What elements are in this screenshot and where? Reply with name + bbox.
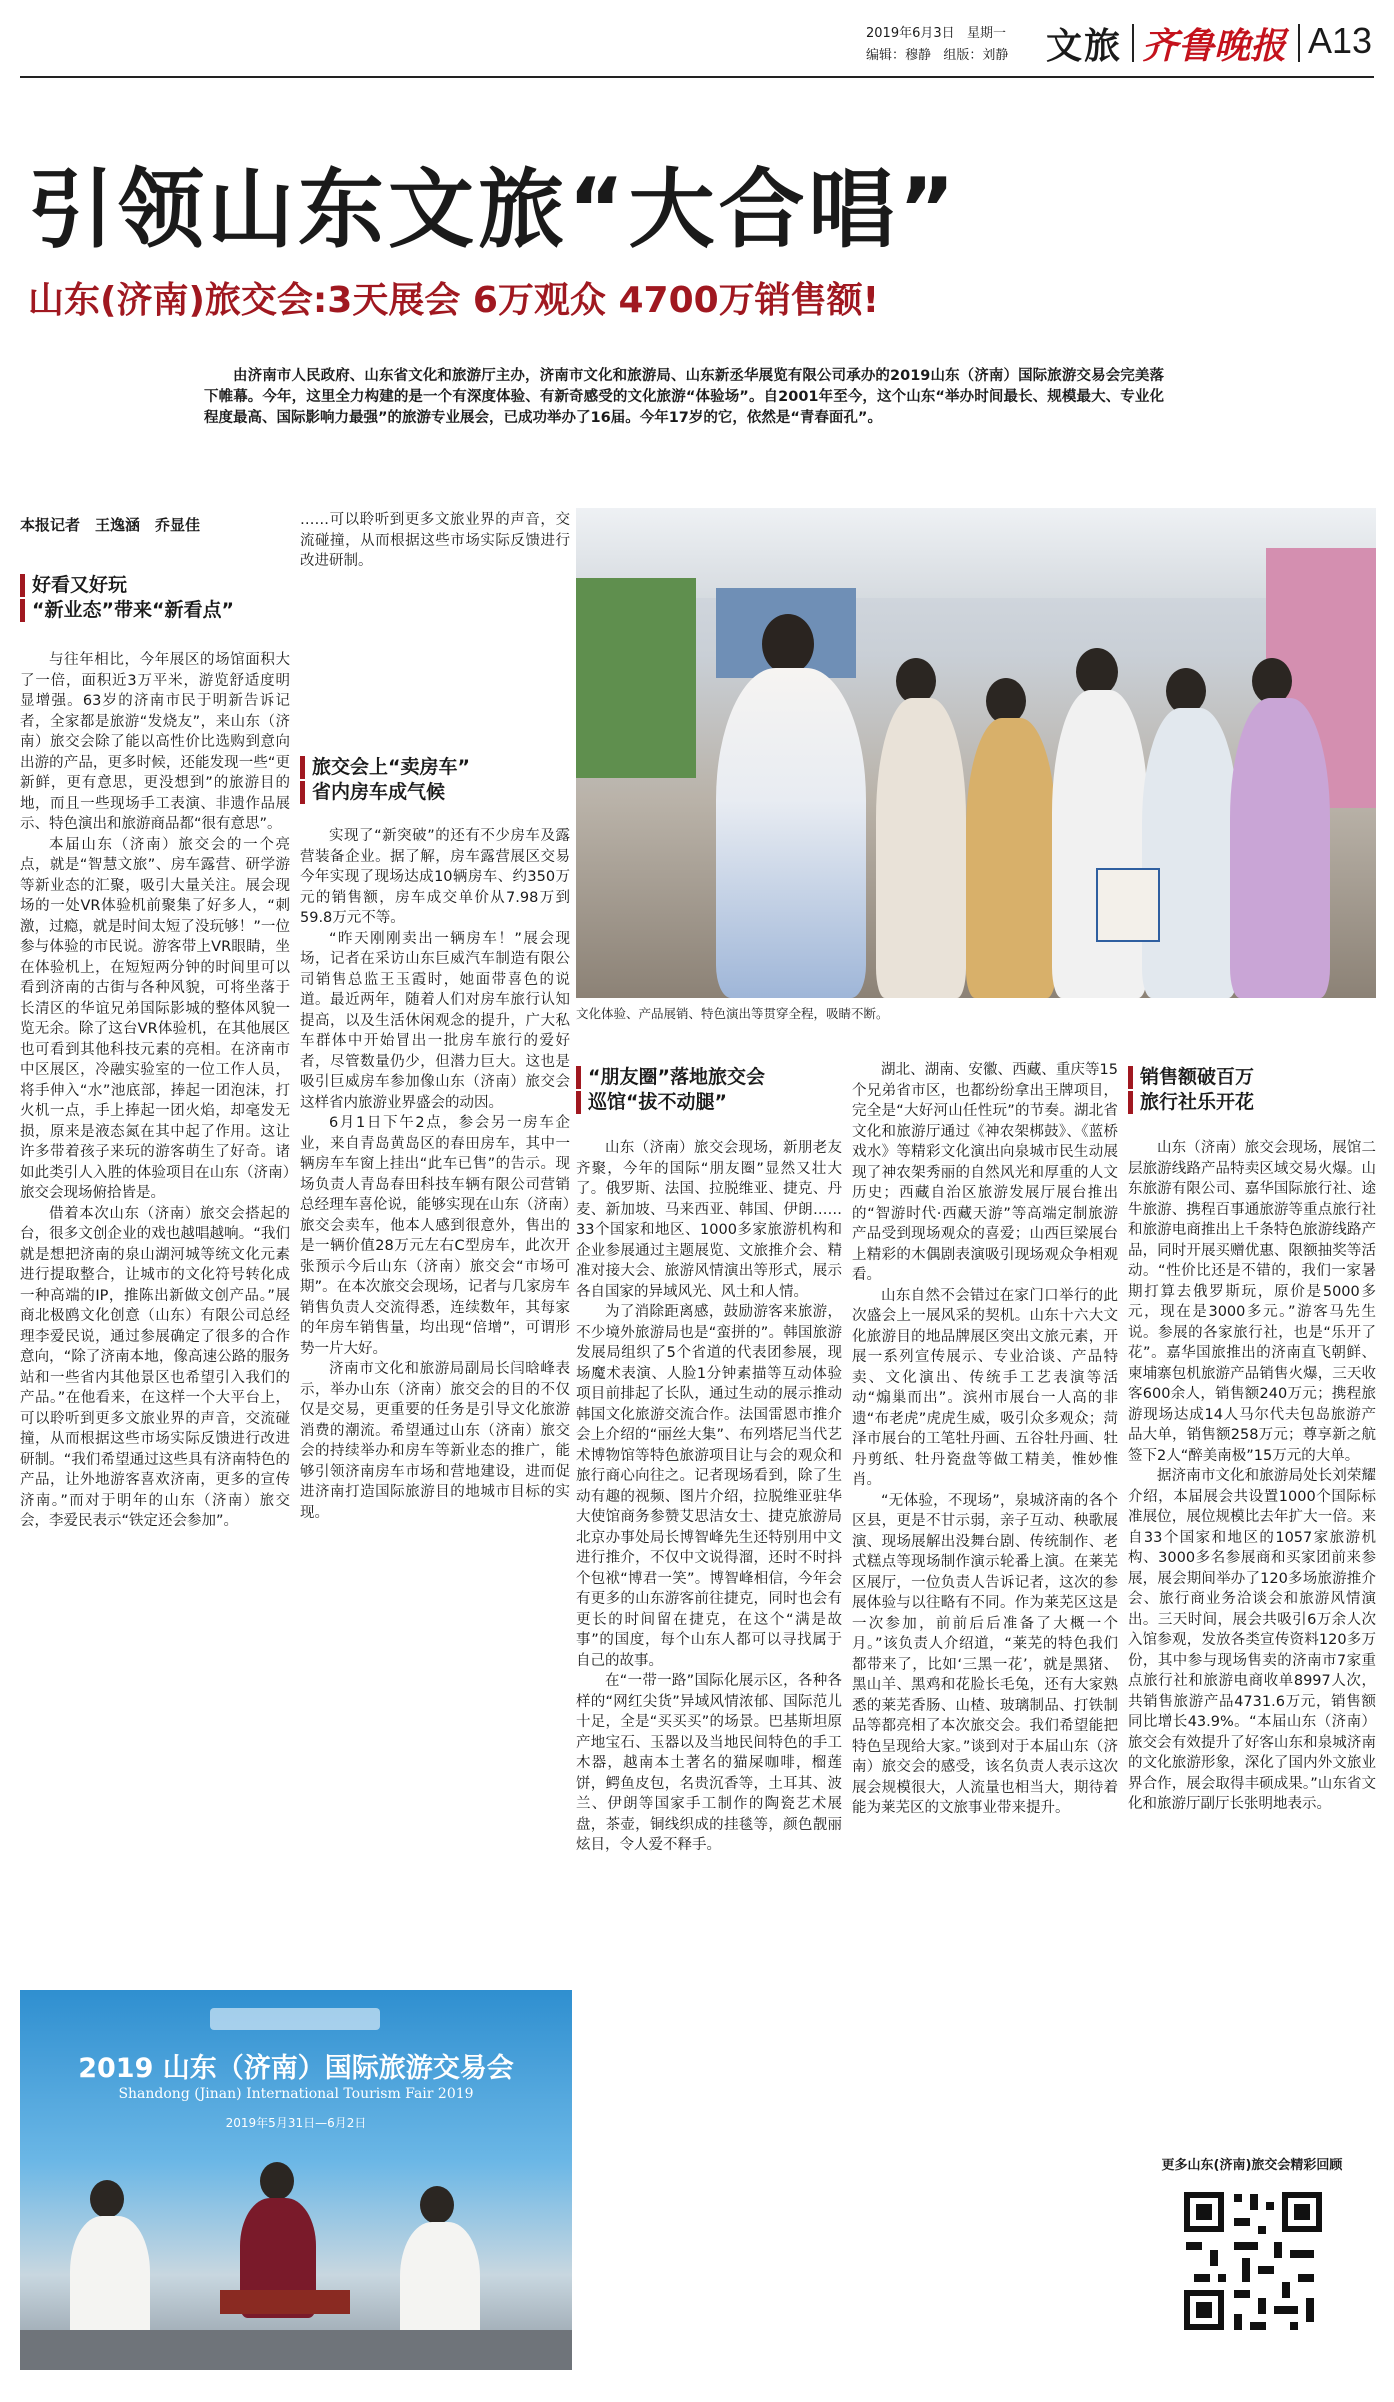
masthead — [0, 0, 1394, 80]
layout-text: 组版：刘静 — [943, 48, 1009, 63]
stage-floor — [20, 2330, 572, 2370]
byline: 本报记者 王逸涵 乔显佳 — [20, 516, 201, 534]
section3-title-b: 巡馆“拔不动腿” — [576, 1091, 836, 1114]
stage-banner-title: 2019 山东（济南）国际旅游交易会 — [78, 2053, 514, 2084]
subheadline: 山东(济南)旅交会:3天展会 6万观众 4700万销售额! — [28, 280, 880, 321]
section2-title-b: 省内房车成气候 — [300, 781, 570, 804]
date-text: 2019年6月3日 — [866, 26, 955, 41]
divider-2 — [1298, 24, 1300, 62]
section3-paragraph: 山东自然不会错过在家门口举行的此次盛会上一展风采的契机。山东十六大文化旅游目的地品牌展区突出文旅元素，开展一系列宣传展示、专业洽谈、产品特卖、文化演出、传统手工艺表演等活动“煽巢而出”。滨州市展台一人高的非遗“布老虎”虎虎生威，吸引众多观众；菏泽市展台的工笔牡丹画、五谷牡丹画、牡丹剪纸、牡丹瓷盘等做工精美，惟妙惟肖。 — [852, 1287, 1118, 1488]
main-photo — [576, 508, 1376, 998]
section4-paragraph: 山东（济南）旅交会现场，展馆二层旅游线路产品特卖区域交易火爆。山东旅游有限公司、嘉华国际旅行社、途牛旅游、携程百事通旅游等重点旅行社和旅游电商推出上千条特色旅游线路产品，同时开展买赠优惠、限额抽奖等活动。“性价比还是不错的，我们一家暑期打算去俄罗斯玩，原价是5000多元，现在是3000多元。”游客马先生说。参展的各家旅行社，也是“乐开了花”。嘉华国旅推出的济南直飞朝鲜、柬埔寨包机旅游产品销售火爆，三天收客600余人，销售额240万元；携程旅游现场达成14人马尔代夫包岛旅游产品大单，销售额258万元；尊享新之航签下2人“醉美南极”15万元的大单。 — [1128, 1140, 1376, 1464]
performer-head — [762, 614, 814, 674]
stand-green — [576, 578, 696, 778]
section1-paragraph: 与往年相比，今年展区的场馆面积大了一倍，面积近3万平米，游览舒适度明显增强。63岁的济南市民于明新告诉记者，全家都是旅游“发烧友”，来山东（济南）旅交会除了能以高性价比选购到意向出游的产品，更多时候，还能发现一些“更新鲜，更有意思，更没想到”的旅游目的地，而且一些现场手工表演、非遗作品展示、特色演出和旅游商品都“很有意思”。 — [20, 652, 290, 832]
section4-paragraph: 据济南市文化和旅游局处长刘荣耀介绍，本届展会共设置1000个国际标准展位，展位规模比去年扩大一倍。来自33个国家和地区的1057家旅游机构、3000多名参展商和买家团前来参展，展会期间举办了120多场旅游推介会、旅行商业务洽谈会和旅游风情演出。三天时间，展会共吸引6万余人次入馆参观，发放各类宣传资料120多万份，其中参与现场售卖的济南市7家重点旅行社和旅游电商收单8997人次，共销售旅游产品4731.6万元，销售额同比增长43.9%。“本届山东（济南）旅交会有效提升了好客山东和泉城济南的文化旅游形象，深化了国内外文旅业界合作，展会取得丰硕成果。”山东省文化和旅游厅副厅长张明地表示。 — [1128, 1468, 1376, 1812]
section4-title-a: 销售额破百万 — [1128, 1066, 1376, 1089]
section3-paragraph: 湖北、湖南、安徽、西藏、重庆等15个兄弟省市区，也都纷纷拿出王牌项目，完全是“大好河山任性玩”的节奏。湖北省文化和旅游厅通过《神农架梆鼓》、《蓝桥戏水》等精彩文化演出向泉城市民生动展现了神农架秀丽的自然风光和厚重的人文历史；西藏自治区旅游发展厅展台推出的“智游时代·西藏天游”等高端定制旅游产品受到现场观众的喜爱；山西巨梁展台上精彩的木偶剧表演吸引现场观众争相观看。 — [852, 1062, 1118, 1283]
crowd-person — [966, 718, 1056, 998]
section2-heading — [300, 756, 570, 804]
section2-paragraph: “昨天刚刚卖出一辆房车！”展会现场，记者在采访山东巨威汽车制造有限公司销售总监王玉霞时，她面带喜色的说道。最近两年，随着人们对房车旅行认知提高，以及生活休闲观念的提升，广大私车群体中开始冒出一批房车旅行的爱好者，尽管数量仍少，但潜力巨大。这也是吸引巨威房车参加像山东（济南）旅交会这样省内旅游业界盛会的动因。 — [300, 930, 570, 1111]
stage-banner-en: Shandong (Jinan) International Tourism Fair 2019 — [118, 2086, 474, 2102]
section1-closing: ……可以聆听到更多文旅业界的声音，交流碰撞，从而根据这些市场实际反馈进行改进研制。 — [300, 512, 570, 569]
section2-paragraph: 6月1日下午2点，参会另一房车企业，来自青岛黄岛区的春田房车，其中一辆房车车窗上挂出“此车已售”的告示。现场负责人青岛春田科技车辆有限公司营销总经理车喜伦说，能够实现在山东（济南）旅交会卖车，他本人感到很意外，售出的是一辆价值28万元左右C型房车，此次开张预示今后山东（济南）旅交会“市场可期”。在本次旅交会现场，记者与几家房车销售负责人交流得悉，连续数年，其每家的年房车销售量，均出现“倍增”，可谓形势一片大好。 — [300, 1115, 570, 1357]
hall-ceiling — [576, 508, 1376, 598]
instrument-table — [220, 2290, 350, 2314]
paper-logo: 齐鲁晚报 — [1142, 25, 1287, 67]
qr-code[interactable] — [1178, 2186, 1328, 2336]
section1-body-col1 — [20, 650, 290, 1960]
stage-photo — [20, 1990, 572, 2370]
section1-paragraph: 本届山东（济南）旅交会的一个亮点，就是“智慧文旅”、房车露营、研学游等新业态的汇聚，吸引大量关注。展会现场的一处VR体验机前聚集了好多人，“刺激，过瘾，就是时间太短了没玩够！”一位参与体验的市民说。游客带上VR眼睛，坐在体验机上，在短短两分钟的时间里可以看到济南的古街与各种风貌，可将坐落于长清区的华谊兄弟国际影城的整体风貌一览无余。除了这台VR体验机，在其他展区也可看到其他科技元素的亮相。在济南市中区展区，冷融实验室的一位工作人员，将手伸入“水”池底部，捧起一团泡沫，打火机一点，手上捧起一团火焰，却毫发无损，原来是液态氮在其中起了作用。这让许多带着孩子来玩的游客萌生了好奇。诸如此类引人入胜的体验项目在山东（济南）旅交会现场俯拾皆是。 — [20, 836, 290, 1201]
section2-paragraph: 实现了“新突破”的还有不少房车及露营装备企业。据了解，房车露营展区交易今年实现了现场达成10辆房车、约350万元的销售额，房车成交单价从7.98万到59.8万元不等。 — [300, 828, 570, 926]
section4-heading — [1128, 1066, 1376, 1114]
crowd-person — [1052, 690, 1148, 998]
weekday-text: 星期一 — [967, 26, 1007, 41]
main-photo-caption: 文化体验、产品展销、特色演出等贯穿全程，吸睛不断。 — [576, 1006, 889, 1021]
section2-body — [300, 826, 570, 1966]
headline: 引领山东文旅“大合唱” — [28, 160, 960, 260]
section1-kicker: 好看又好玩 — [20, 574, 290, 597]
section3-paragraph: 在“一带一路”国际化展示区，各种各样的“网红尖货”异域风情浓郁、国际范儿十足，全是“买买买”的场景。巴基斯坦原产地宝石、玉器以及当地民间特色的手工木器，越南本土著名的猫屎咖啡，榴莲饼，鳄鱼皮包，名贵沉香等，土耳其、波兰、伊朗等国家手工制作的陶瓷艺术展盘，茶壶，铜线织成的挂毯等，颜色靓丽炫目，令人爱不释手。 — [576, 1673, 842, 1853]
editor-line — [866, 44, 1066, 63]
performer-dress — [716, 668, 866, 998]
shopping-bag — [1096, 868, 1160, 942]
section2-paragraph: 济南市文化和旅游局副局长闫晗峰表示，举办山东（济南）旅交会的目的不仅仅是交易，更重要的任务是引导文化旅游消费的潮流。希望通过山东（济南）旅交会的持续举办和房车等新业态的推广，能够引领济南房车市场和营地建设，进而促进济南打造国际旅游目的地城市目标的实现。 — [300, 1361, 570, 1521]
qr-code-image — [1178, 2186, 1328, 2336]
section3-paragraph: 山东（济南）旅交会现场，新朋老友齐聚，今年的国际“朋友圈”显然又壮大了。俄罗斯、法国、拉脱维亚、捷克、丹麦、新加坡、马来西亚、韩国、伊朗……33个国家和地区、1000多家旅游机构和企业参展通过主题展览、文旅推介会、精准对接大会、旅游风情演出等形式，展示各自国家的异域风光、风土和人情。 — [576, 1140, 842, 1300]
section-name: 文旅 — [1046, 26, 1123, 67]
section3-body-col4 — [852, 1060, 1118, 2374]
crowd-head — [1076, 648, 1118, 696]
editor-text: 编辑：穆静 — [866, 48, 932, 63]
section1-continued — [300, 510, 570, 730]
divider-1 — [1132, 24, 1134, 62]
fair-logo — [210, 2008, 380, 2030]
crowd-person — [1142, 708, 1238, 998]
section3-paragraph: 为了消除距离感，鼓励游客来旅游，不少境外旅游局也是“蛮拼的”。韩国旅游发展局组织了5个省道的代表团参展，现场魔术表演、人脸1分钟素描等互动体验项目前排起了长队，通过生动的展示推动韩国文化旅游交流合作。法国雷恩市推介会上介绍的“丽丝大集”、布列塔尼当代艺术博物馆等特色旅游项目让与会的观众和旅行商心向往之。记者现场看到，除了生动有趣的视频、图片介绍，拉脱维亚驻华大使馆商务参赞艾思洁女士、捷克旅游局北京办事处局长博智峰先生还特别用中文进行推介，不仅中文说得溜，还时不时抖个包袱“博君一笑”。博智峰相信，今年会有更多的山东游客前往捷克，同时也会有更长的时间留在捷克，在这个“满是故事”的国度，每个山东人都可以寻找属于自己的故事。 — [576, 1304, 842, 1669]
section3-body-col3 — [576, 1138, 842, 2374]
crowd-person — [876, 698, 966, 998]
section3-heading — [576, 1066, 836, 1114]
section3-title-a: “朋友圈”落地旅交会 — [576, 1066, 836, 1089]
section1-title: “新业态”带来“新看点” — [20, 599, 290, 622]
lead-paragraph — [204, 366, 1164, 429]
section1-paragraph: 借着本次山东（济南）旅交会搭起的台，很多文创企业的戏也越唱越响。“我们就是想把济南的泉山湖河城等统文化元素进行提取整合，让城市的文化符号转化成一种高端的IP，推陈出新做文创产品。”展商北极鸥文化创意（山东）有限公司总经理李爱民说，通过参展确定了很多的合作意向，“除了济南本地，像高速公路的服务站和一些省内其他景区也希望引入我们的产品。”在他看来，在这样一个大平台上，可以聆听到更多文旅业界的声音，交流碰撞，从而根据这些市场实际反馈进行改进研制。“我们希望通过这些具有济南特色的产品，让外地游客喜欢济南，更多的宣传济南。”而对于明年的山东（济南）旅交会，李爱民表示“铁定还会参加”。 — [20, 1205, 290, 1529]
crowd-person — [1230, 698, 1330, 998]
section4-title-b: 旅行社乐开花 — [1128, 1091, 1376, 1114]
page-number: A13 — [1308, 20, 1373, 61]
section4-body — [1128, 1138, 1376, 2144]
qr-label: 更多山东(济南)旅交会精彩回顾 — [1161, 2158, 1343, 2173]
stage-banner-date: 2019年5月31日—6月2日 — [225, 2116, 367, 2130]
section2-title-a: 旅交会上“卖房车” — [300, 756, 570, 779]
musician-head — [90, 2180, 124, 2218]
section3-paragraph: “无体验，不现场”，泉城济南的各个区县，更是不甘示弱，亲子互动、秧歌展演、现场展解出没舞台剧、传统制作、老式糕点等现场制作演示轮番上演。在莱芜区展厅，一位负责人告诉记者，这次的参展体验与以往略有不同。作为莱芜区这是一次参加，前前后后准备了大概一个月。”该负责人介绍道，“莱芜的特色我们都带来了，比如‘三黑一花’，就是黑猪、黑山羊、黑鸡和花脸长毛兔，还有大家熟悉的莱芜香肠、山楂、玻璃制品、打铁制品等都亮相了本次旅交会。我们希望能把特色呈现给大家。”谈到对于本届山东（济南）旅交会的感受，该名负责人表示这次展会规模很大，人流量也相当大，期待着能为莱芜区的文旅事业带来提升。 — [852, 1492, 1118, 1816]
singer-head — [260, 2162, 294, 2200]
section1-heading — [20, 574, 290, 622]
lead-text: 由济南市人民政府、山东省文化和旅游厅主办，济南市文化和旅游局、山东新丞华展览有限公司承办的2019山东（济南）国际旅游交易会完美落下帷幕。今年，这里全力构建的是一个有深度体验、有新奇感受的文化旅游“体验场”。自2001年至今，这个山东“举办时间最长、规模最大、专业化程度最高、国际影响力最强”的旅游专业展会，已成功举办了16届。今年17岁的它，依然是“青春面孔”。 — [204, 368, 1164, 426]
masthead-rule — [20, 76, 1374, 78]
musician-head — [420, 2186, 454, 2224]
issue-date — [866, 22, 1066, 41]
